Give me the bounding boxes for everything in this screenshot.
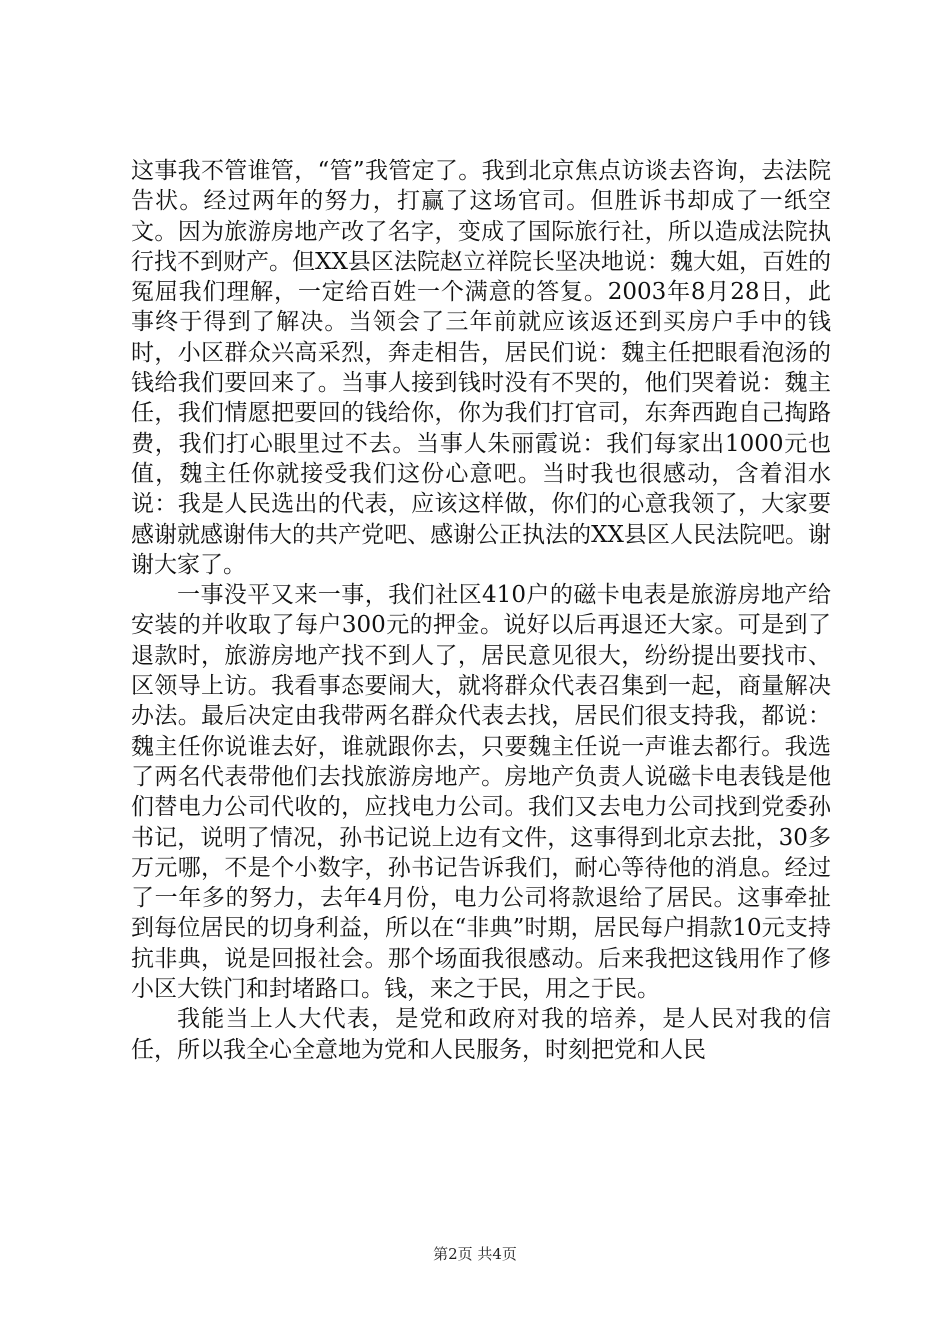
- paragraph-3: 我能当上人大代表，是党和政府对我的培养，是人民对我的信任，所以我全心全意地为党和人民服务，时刻把党和人民: [131, 1006, 831, 1063]
- document-body: [131, 156, 831, 1065]
- paragraph-2: 一事没平又来一事，我们社区410户的磁卡电表是旅游房地产给安装的并收取了每户300元的押金。说好以后再退还大家。可是到了退款时，旅游房地产找不到人了，居民意见很大，纷纷提出要找市、区领导上访。我看事态要闹大，就将群众代表召集到一起，商量解决办法。最后决定由我带两名群众代表去找，居民们很支持我，都说：魏主任你说谁去好，谁就跟你去，只要魏主任说一声谁去都行。我选了两名代表带他们去找旅游房地产。房地产负责人说磁卡电表钱是他们替电力公司代收的，应找电力公司。我们又去电力公司找到党委孙书记，说明了情况，孙书记说上边有文件，这事得到北京去批，30多万元哪，不是个小数字，孙书记告诉我们，耐心等待他的消息。经过了一年多的努力，去年4月份，电力公司将款退给了居民。这事牵扯到每位居民的切身利益，所以在“非典”时期，居民每户捐款10元支持抗非典，说是回报社会。那个场面我很感动。后来我把这钱用作了修小区大铁门和封堵路口。钱，来之于民，用之于民。: [131, 582, 831, 1003]
- paragraph-1: 这事我不管谁管，“管”我管定了。我到北京焦点访谈去咨询，去法院告状。经过两年的努力，打赢了这场官司。但胜诉书却成了一纸空文。因为旅游房地产改了名字，变成了国际旅行社，所以造成法院执行找不到财产。但XX县区法院赵立祥院长坚决地说：魏大姐，百姓的冤屈我们理解，一定给百姓一个满意的答复。2003年8月28日，此事终于得到了解决。当领会了三年前就应该返还到买房户手中的钱时，小区群众兴高采烈，奔走相告，居民们说：魏主任把眼看泡汤的钱给我们要回来了。当事人接到钱时没有不哭的，他们哭着说：魏主任，我们情愿把要回的钱给你，你为我们打官司，东奔西跑自己掏路费，我们打心眼里过不去。当事人朱丽霞说：我们每家出1000元也值，魏主任你就接受我们这份心意吧。当时我也很感动，含着泪水说：我是人民选出的代表，应该这样做，你们的心意我领了，大家要感谢就感谢伟大的共产党吧、感谢公正执法的XX县区人民法院吧。谢谢大家了。: [131, 158, 831, 578]
- page-footer: 第2页 共4页: [433, 1245, 517, 1263]
